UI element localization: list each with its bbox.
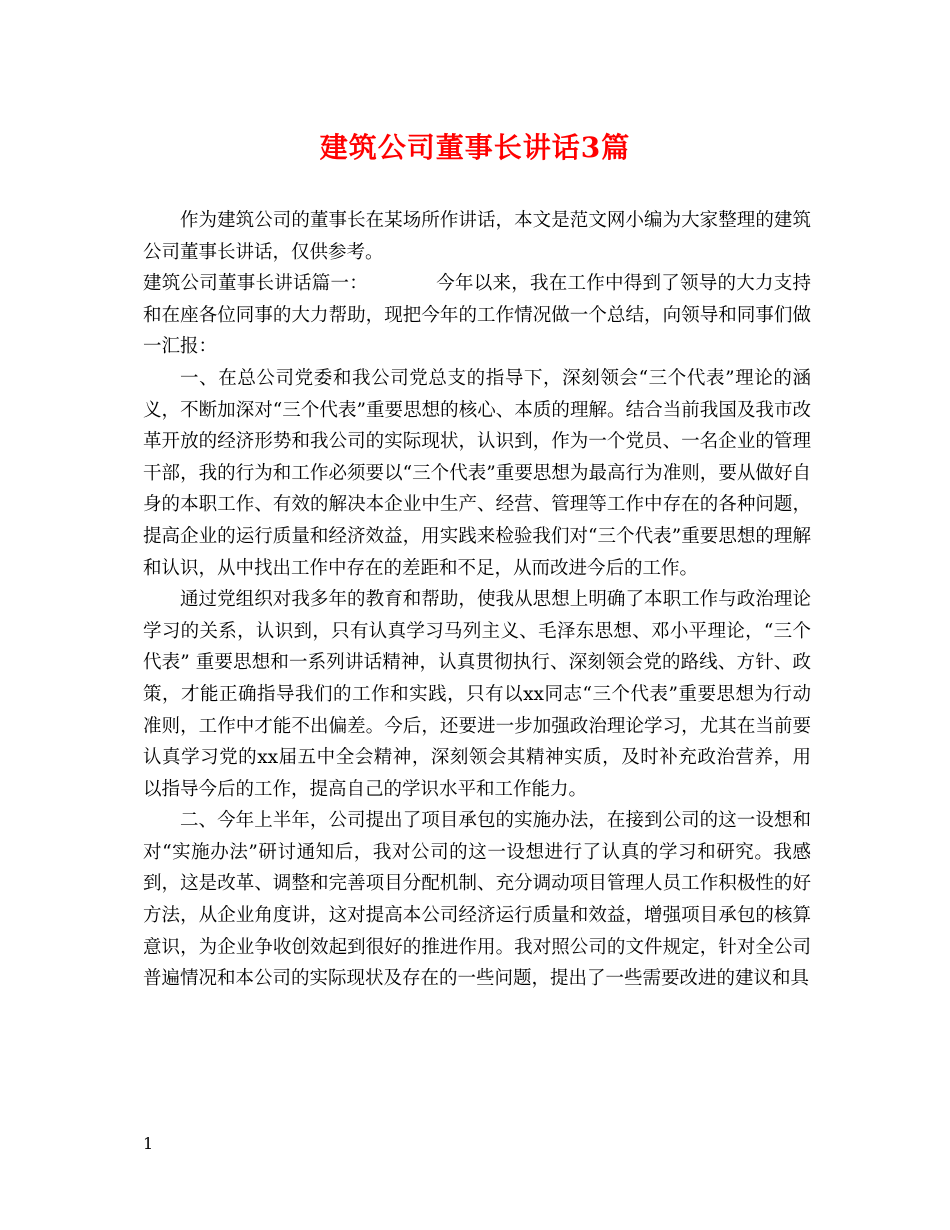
section1-opening: 今年以来，我在工作中得到了领导的大力支持和在座各位同事的大力帮助，现把今年的工作情况做一个总结，向领导和同事们做一汇报： xyxy=(143,273,811,358)
document-title: 建筑公司董事长讲话3篇 xyxy=(319,131,631,164)
intro-paragraph: 作为建筑公司的董事长在某场所作讲话，本文是范文网小编为大家整理的建筑公司董事长讲话，仅供参考。 xyxy=(143,210,811,263)
body-paragraph-3: 二、今年上半年，公司提出了项目承包的实施办法，在接到公司的这一设想和对“实施办法”研讨通知后，我对公司的这一设想进行了认真的学习和研究。我感到，这是改革、调整和完善项目分配机制、充分调动项目管理人员工作积极性的好方法，从企业角度讲，这对提高本公司经济运行质量和效益，增强项目承包的核算意识，为企业争收创效起到很好的推进作用。我对照公司的文件规定，针对全公司普遍情况和本公司的实际现状及存在的一些问题，提出了一些需要改进的建议和具 xyxy=(143,810,811,990)
section1-heading: 建筑公司董事长讲话篇一： xyxy=(143,273,368,295)
document-body xyxy=(143,205,811,995)
body-paragraph-1: 一、在总公司党委和我公司党总支的指导下，深刻领会“三个代表”理论的涵义，不断加深对“三个代表”重要思想的核心、本质的理解。结合当前我国及我市改革开放的经济形势和我公司的实际现状，认识到，作为一个党员、一名企业的管理干部，我的行为和工作必须要以“三个代表”重要思想为最高行为准则，要从做好自身的本职工作、有效的解决本企业中生产、经营、管理等工作中存在的各种问题，提高企业的运行质量和经济效益，用实践来检验我们对“三个代表”重要思想的理解和认识，从中找出工作中存在的差距和不足，从而改进今后的工作。 xyxy=(143,367,811,579)
section1-paragraph xyxy=(143,268,811,363)
page-number: 1 xyxy=(143,1134,154,1153)
body-paragraph-2: 通过党组织对我多年的教育和帮助，使我从思想上明确了本职工作与政治理论学习的关系，认识到，只有认真学习马列主义、毛泽东思想、邓小平理论，“三个代表” 重要思想和一系列讲话精神，认真贯彻执行、深刻领会党的路线、方针、政策，才能正确指导我们的工作和实践，只有以xx同志“三个代表”重要思想为行动准则，工作中才能不出偏差。今后，还要进一步加强政治理论学习，尤其在当前要认真学习党的xx届五中全会精神，深刻领会其精神实质，及时补充政治营养，用以指导今后的工作，提高自己的学识水平和工作能力。 xyxy=(143,589,811,800)
